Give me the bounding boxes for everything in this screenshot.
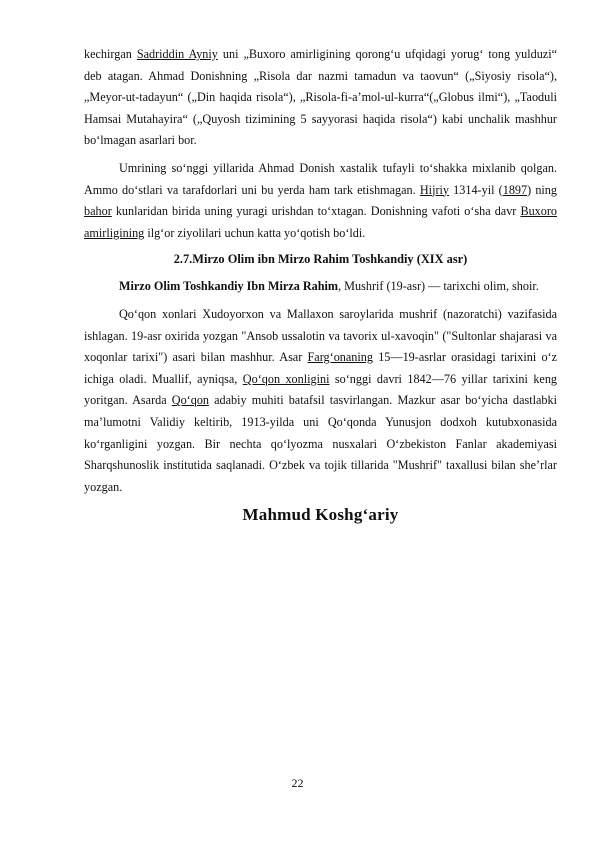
text: adabiy muhiti batafsil tasvirlangan. Mazkur asar boʻyicha dastlabki maʼlumotni Validiy keltirib, 1913-yilda uni Qoʻqonda Yunusjon dodxoh kutubxonasida koʻrganligini yozgan. Bir nechta qoʻlyozma nusxalari Oʻzbekiston Fanlar akademiyasi Sharqshunoslik institutida saqlanadi. Oʻzbek va tojik tillarida "Mushrif" taxallusi bilan sheʼrlar yozgan. — [84, 393, 557, 494]
paragraph-3 — [84, 276, 557, 298]
paragraph-4 — [84, 304, 557, 498]
section-heading: 2.7.Mirzo Olim ibn Mirzo Rahim Toshkandiy (XIX asr) — [173, 252, 468, 267]
paragraph-1 — [84, 44, 557, 152]
paragraph-2 — [84, 158, 557, 244]
page-number: 22 — [291, 776, 304, 790]
link-qoqon[interactable]: Qoʻqon — [171, 393, 210, 408]
text: ) ning — [527, 182, 557, 197]
link-1897[interactable]: 1897 — [502, 182, 528, 197]
bold-name: Mirzo Olim Toshkandiy Ibn Mirza Rahim — [119, 279, 339, 294]
text: , Mushrif (19-asr) — tarixchi olim, shoir. — [338, 279, 539, 294]
text: 1314-yil ( — [449, 182, 503, 197]
text: soʻnggi davri 1842—76 yillar tarixini keng yoritgan. Asarda — [84, 371, 558, 408]
link-sadriddin-ayniy[interactable]: Sadriddin Ayniy — [136, 47, 218, 61]
text: Qoʻqon xonlari Xudoyorxon va Mallaxon saroylarida mushrif (nazoratchi) vazifasida ishlagan. 19-asr oxirida yozgan "Ansob ussalotin va tavorix ul-xavoqin" ("Sultonlar shajarasi va xoqonlar tarixi") asari bilan mashhur. Asar — [84, 306, 557, 365]
link-buxoro-amirligining[interactable]: Buxoro amirligining — [84, 204, 557, 240]
link-hijriy[interactable]: Hijriy — [419, 182, 449, 197]
link-bahor[interactable]: bahor — [84, 204, 112, 219]
text: kunlaridan birida uning yuragi urishdan toʻxtagan. Donishning vafoti oʻsha davr — [111, 204, 521, 219]
link-qoqon-xonligini[interactable]: Qoʻqon xonligini — [242, 371, 330, 386]
text: ilgʻor ziyolilari uchun katta yoʻqotish boʻldi. — [144, 225, 366, 240]
link-fargonaning[interactable]: Fargʻonaning — [307, 350, 373, 365]
text: uni „Buxoro amirligining qorong‘u ufqidagi yorug‘ tong yulduzi“ deb atagan. Ahmad Donishning „Risola dar nazmi tamadun va taovun“ („Siyosiy risola“), „Meyor-ut-tadayun“ („Din haqida risola“), „Risola-fi-aʼmol-ul-kurra“(„Globus ilmi“), „Taoduli Hamsai Mutahayira“ („Quyosh tizimining 5 sayyorasi haqida risola“) kabi unchalik mashhur boʻlmagan asarlari bor. — [84, 47, 558, 148]
page-content — [84, 44, 557, 526]
text: 15—19-asrlar orasidagi tarixini oʻz ichiga oladi. Muallif, ayniqsa, — [84, 350, 558, 386]
text: kechirgan — [84, 47, 137, 61]
heading-mahmud-koshgariy: Mahmud Koshg‘ariy — [242, 505, 399, 525]
text: Umrining soʻnggi yillarida Ahmad Donish xastalik tufayli toʻshakka mixlanib qolgan. Ammo doʻstlari va tarafdorlari uni bu yerda ham tark etishmagan. — [84, 160, 557, 197]
